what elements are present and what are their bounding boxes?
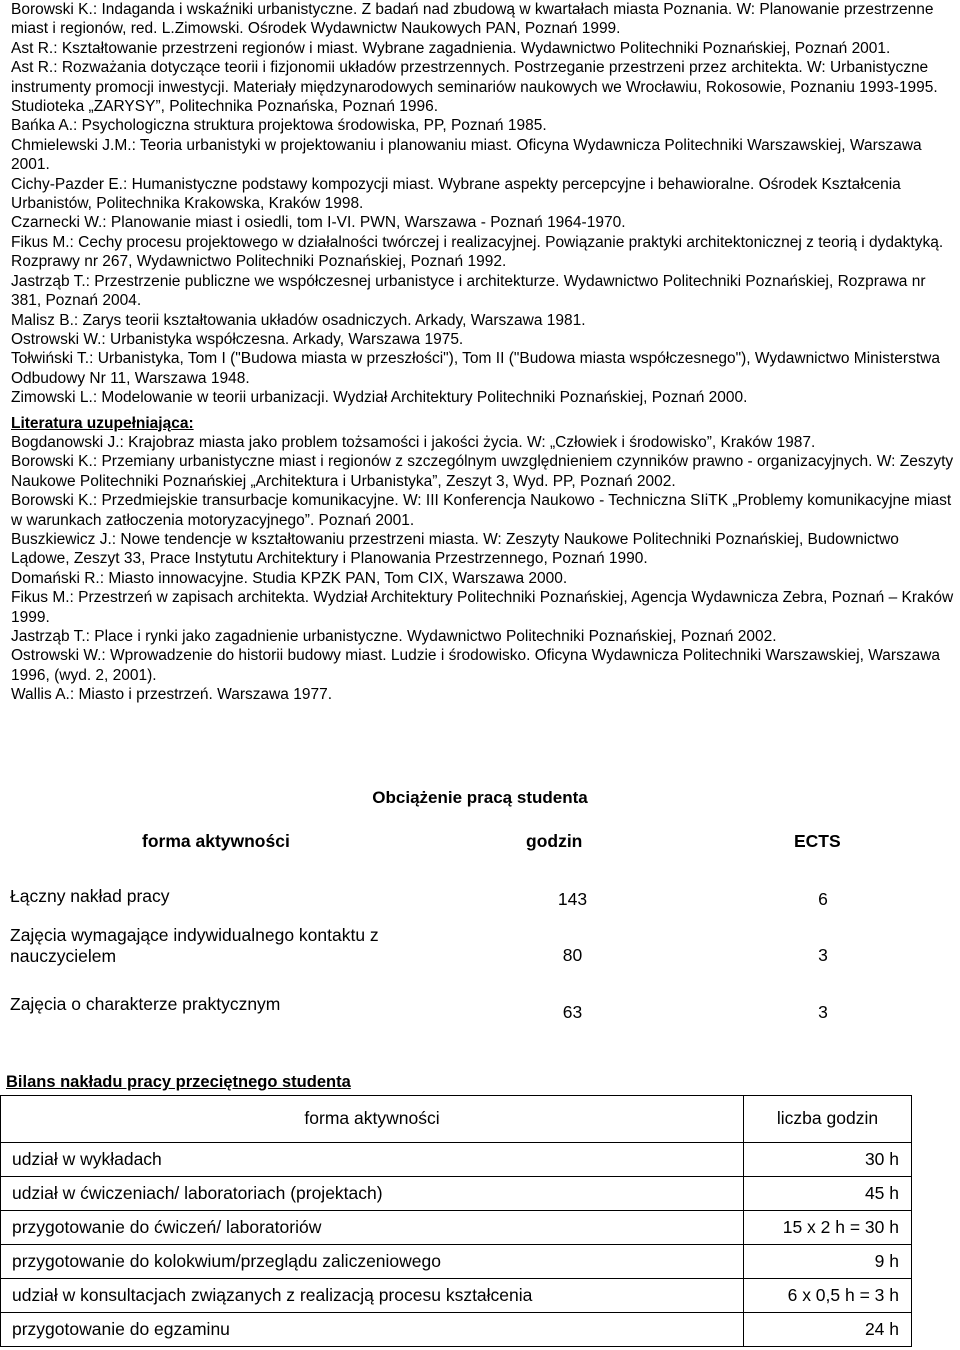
bilans-activity: udział w konsultacjach związanych z realizacją procesu kształcenia [1,1279,744,1313]
bilans-header-row [1,1096,912,1143]
bilans-hours: 15 x 2 h = 30 h [744,1211,912,1245]
reference-item: Jastrząb T.: Przestrzenie publiczne we współczesnej urbanistyce i architekturze. Wydawnictwo Politechniki Poznańskiej, Rozprawa nr 381, Poznań 2004. [11,272,926,310]
bilans-row [1,1143,912,1177]
supplementary-item: Ostrowski W.: Wprowadzenie do historii budowy miast. Ludzie i środowisko. Oficyna Wydawnicza Politechniki Warszawskiej, Warszawa 1996, (wyd. 2, 2001). [11,647,941,684]
bilans-table [0,1095,912,1347]
reference-item: Malisz B.: Zarys teorii kształtowania układów osadniczych. Arkady, Warszawa 1981. [11,311,586,329]
reference-item: Ast R.: Kształtowanie przestrzeni regionów i miast. Wybrane zagadnienia. Wydawnictwo Politechniki Poznańskiej, Poznań 2001. [11,39,891,57]
reference-item: Tołwiński T.: Urbanistyka, Tom I ("Budowa miasta w przeszłości"), Tom II ("Budowa miasta współczesnego"), Wydawnictwo Ministerstwa Odbudowy Nr 11, Warszawa 1948. [11,350,940,387]
supplementary-item: Fikus M.: Przestrzeń w zapisach architekta. Wydział Architektury Politechniki Poznańskiej, Agencja Wydawnicza Zebra, Poznań – Kraków 1999. [11,589,954,626]
workload-row-label: Zajęcia wymagające indywidualnego kontaktu z nauczycielem [10,925,379,966]
bilans-row [1,1313,912,1347]
bilans-header-activity: forma aktywności [1,1096,744,1143]
bilans-hours: 24 h [744,1313,912,1347]
bilans-hours: 9 h [744,1245,912,1279]
supplementary-item: Buszkiewicz J.: Nowe tendencje w kształtowaniu przestrzeni miasta. W: Zeszyty Naukowe Politechniki Poznańskiej, Budownictwo Lądowe, Zeszyt 33, Prace Instytutu Architektury i Planowania Przestrzennego, Poznań 1990. [11,530,899,568]
reference-item: Fikus M.: Cechy procesu projektowego w działalności twórczej i realizacyjnej. Powiązanie praktyki architektonicznej z teorią i dydaktyką. Rozprawy nr 267, Wydawnictwo Politechniki Poznańskiej, Poznań 1992. [11,233,944,271]
bilans-title: Bilans nakładu pracy przeciętnego studenta [6,1073,351,1091]
bilans-activity: udział w ćwiczeniach/ laboratoriach (projektach) [1,1177,744,1211]
bilans-row [1,1279,912,1313]
supplementary-title: Literatura uzupełniająca: [11,414,194,432]
supplementary-item: Jastrząb T.: Place i rynki jako zagadnienie urbanistyczne. Wydawnictwo Politechniki Poznańskiej, Poznań 2002. [11,628,777,645]
workload-row-label: Łączny nakład pracy [10,886,170,906]
references-section [11,0,956,705]
bilans-row [1,1177,912,1211]
bilans-activity: przygotowanie do ćwiczeń/ laboratoriów [1,1211,744,1245]
bilans-hours: 45 h [744,1177,912,1211]
workload-row-ects: 6 [818,889,828,909]
workload-header-activity: forma aktywności [142,831,290,851]
supplementary-item: Domański R.: Miasto innowacyjne. Studia KPZK PAN, Tom CIX, Warszawa 2000. [11,569,568,587]
bilans-hours: 30 h [744,1143,912,1177]
supplementary-item: Bogdanowski J.: Krajobraz miasta jako problem tożsamości i jakości życia. W: „Człowiek i środowisko”, Kraków 1987. [11,433,816,451]
bilans-row [1,1211,912,1245]
bilans-row [1,1245,912,1279]
reference-item: Cichy-Pazder E.: Humanistyczne podstawy kompozycji miast. Wybrane aspekty percepcyjne i behawioralne. Ośrodek Kształcenia Urbanistów, Politechnika Krakowska, Kraków 1998. [11,175,901,213]
reference-item: Czarnecki W.: Planowanie miast i osiedli, tom I-VI. PWN, Warszawa - Poznań 1964-1970. [11,214,626,232]
supplementary-item: Borowski K.: Przemiany urbanistyczne miast i regionów z szczególnym uwzględnieniem czynników prawno - organizacyjnych. W: Zeszyty Naukowe Politechniki Poznańskiej „Architektura i Urbanistyka”, Zeszyt 3, Wyd. PP, Poznań 2002. [11,453,954,490]
bilans-hours: 6 x 0,5 h = 3 h [744,1279,912,1313]
bilans-header-hours: liczba godzin [744,1096,912,1143]
workload-row-hours: 63 [562,1002,583,1022]
bilans-activity: udział w wykładach [1,1143,744,1177]
workload-title: Obciążenie pracą studenta [372,788,588,807]
reference-item: Chmielewski J.M.: Teoria urbanistyki w projektowaniu i planowaniu miast. Oficyna Wydawnicza Politechniki Warszawskiej, Warszawa 2001. [11,136,922,174]
bilans-activity: przygotowanie do kolokwium/przeglądu zaliczeniowego [1,1245,744,1279]
reference-item: Ast R.: Rozważania dotyczące teorii i fizjonomii układów przestrzennych. Postrzeganie przestrzeni przez architekta. W: Urbanistyczne instrumenty promocji inwestycji. Materiały międzynarodowych seminariów naukowych we Wrocławiu, Rokosowie, Poznaniu 1993-1995. Studioteka „ZARYSY”, Politechnika Poznańska, Poznań 1996. [11,59,938,116]
supplementary-item: Wallis A.: Miasto i przestrzeń. Warszawa 1977. [11,686,333,704]
workload-row-hours: 143 [557,889,588,909]
workload-row-hours: 80 [562,945,583,965]
workload-header-hours: godzin [526,831,583,851]
supplementary-item: Borowski K.: Przedmiejskie transurbacje komunikacyjne. W: III Konferencja Naukowo - Techniczna SIiTK „Problemy komunikacyjne miast w warunkach zatłoczenia motoryzacyjnego”. Poznań 2001. [11,492,952,529]
bilans-activity: przygotowanie do egzaminu [1,1313,744,1347]
reference-item: Borowski K.: Indaganda i wskaźniki urbanistyczne. Z badań nad zbudową w kwartałach miasta Poznania. W: Planowanie przestrzenne miast i regionów, red. L.Zimowski. Ośrodek Wydawnictw Naukowych PAN, Poznań 1999. [11,1,934,38]
workload-header-ects: ECTS [794,831,841,851]
reference-item: Ostrowski W.: Urbanistyka współczesna. Arkady, Warszawa 1975. [11,330,464,348]
workload-row-ects: 3 [818,1002,828,1022]
reference-item: Bańka A.: Psychologiczna struktura projektowa środowiska, PP, Poznań 1985. [11,117,547,135]
workload-row-ects: 3 [818,945,828,965]
workload-row-label: Zajęcia o charakterze praktycznym [10,994,281,1014]
reference-item: Zimowski L.: Modelowanie w teorii urbanizacji. Wydział Architektury Politechniki Poznańskiej, Poznań 2000. [11,389,748,407]
